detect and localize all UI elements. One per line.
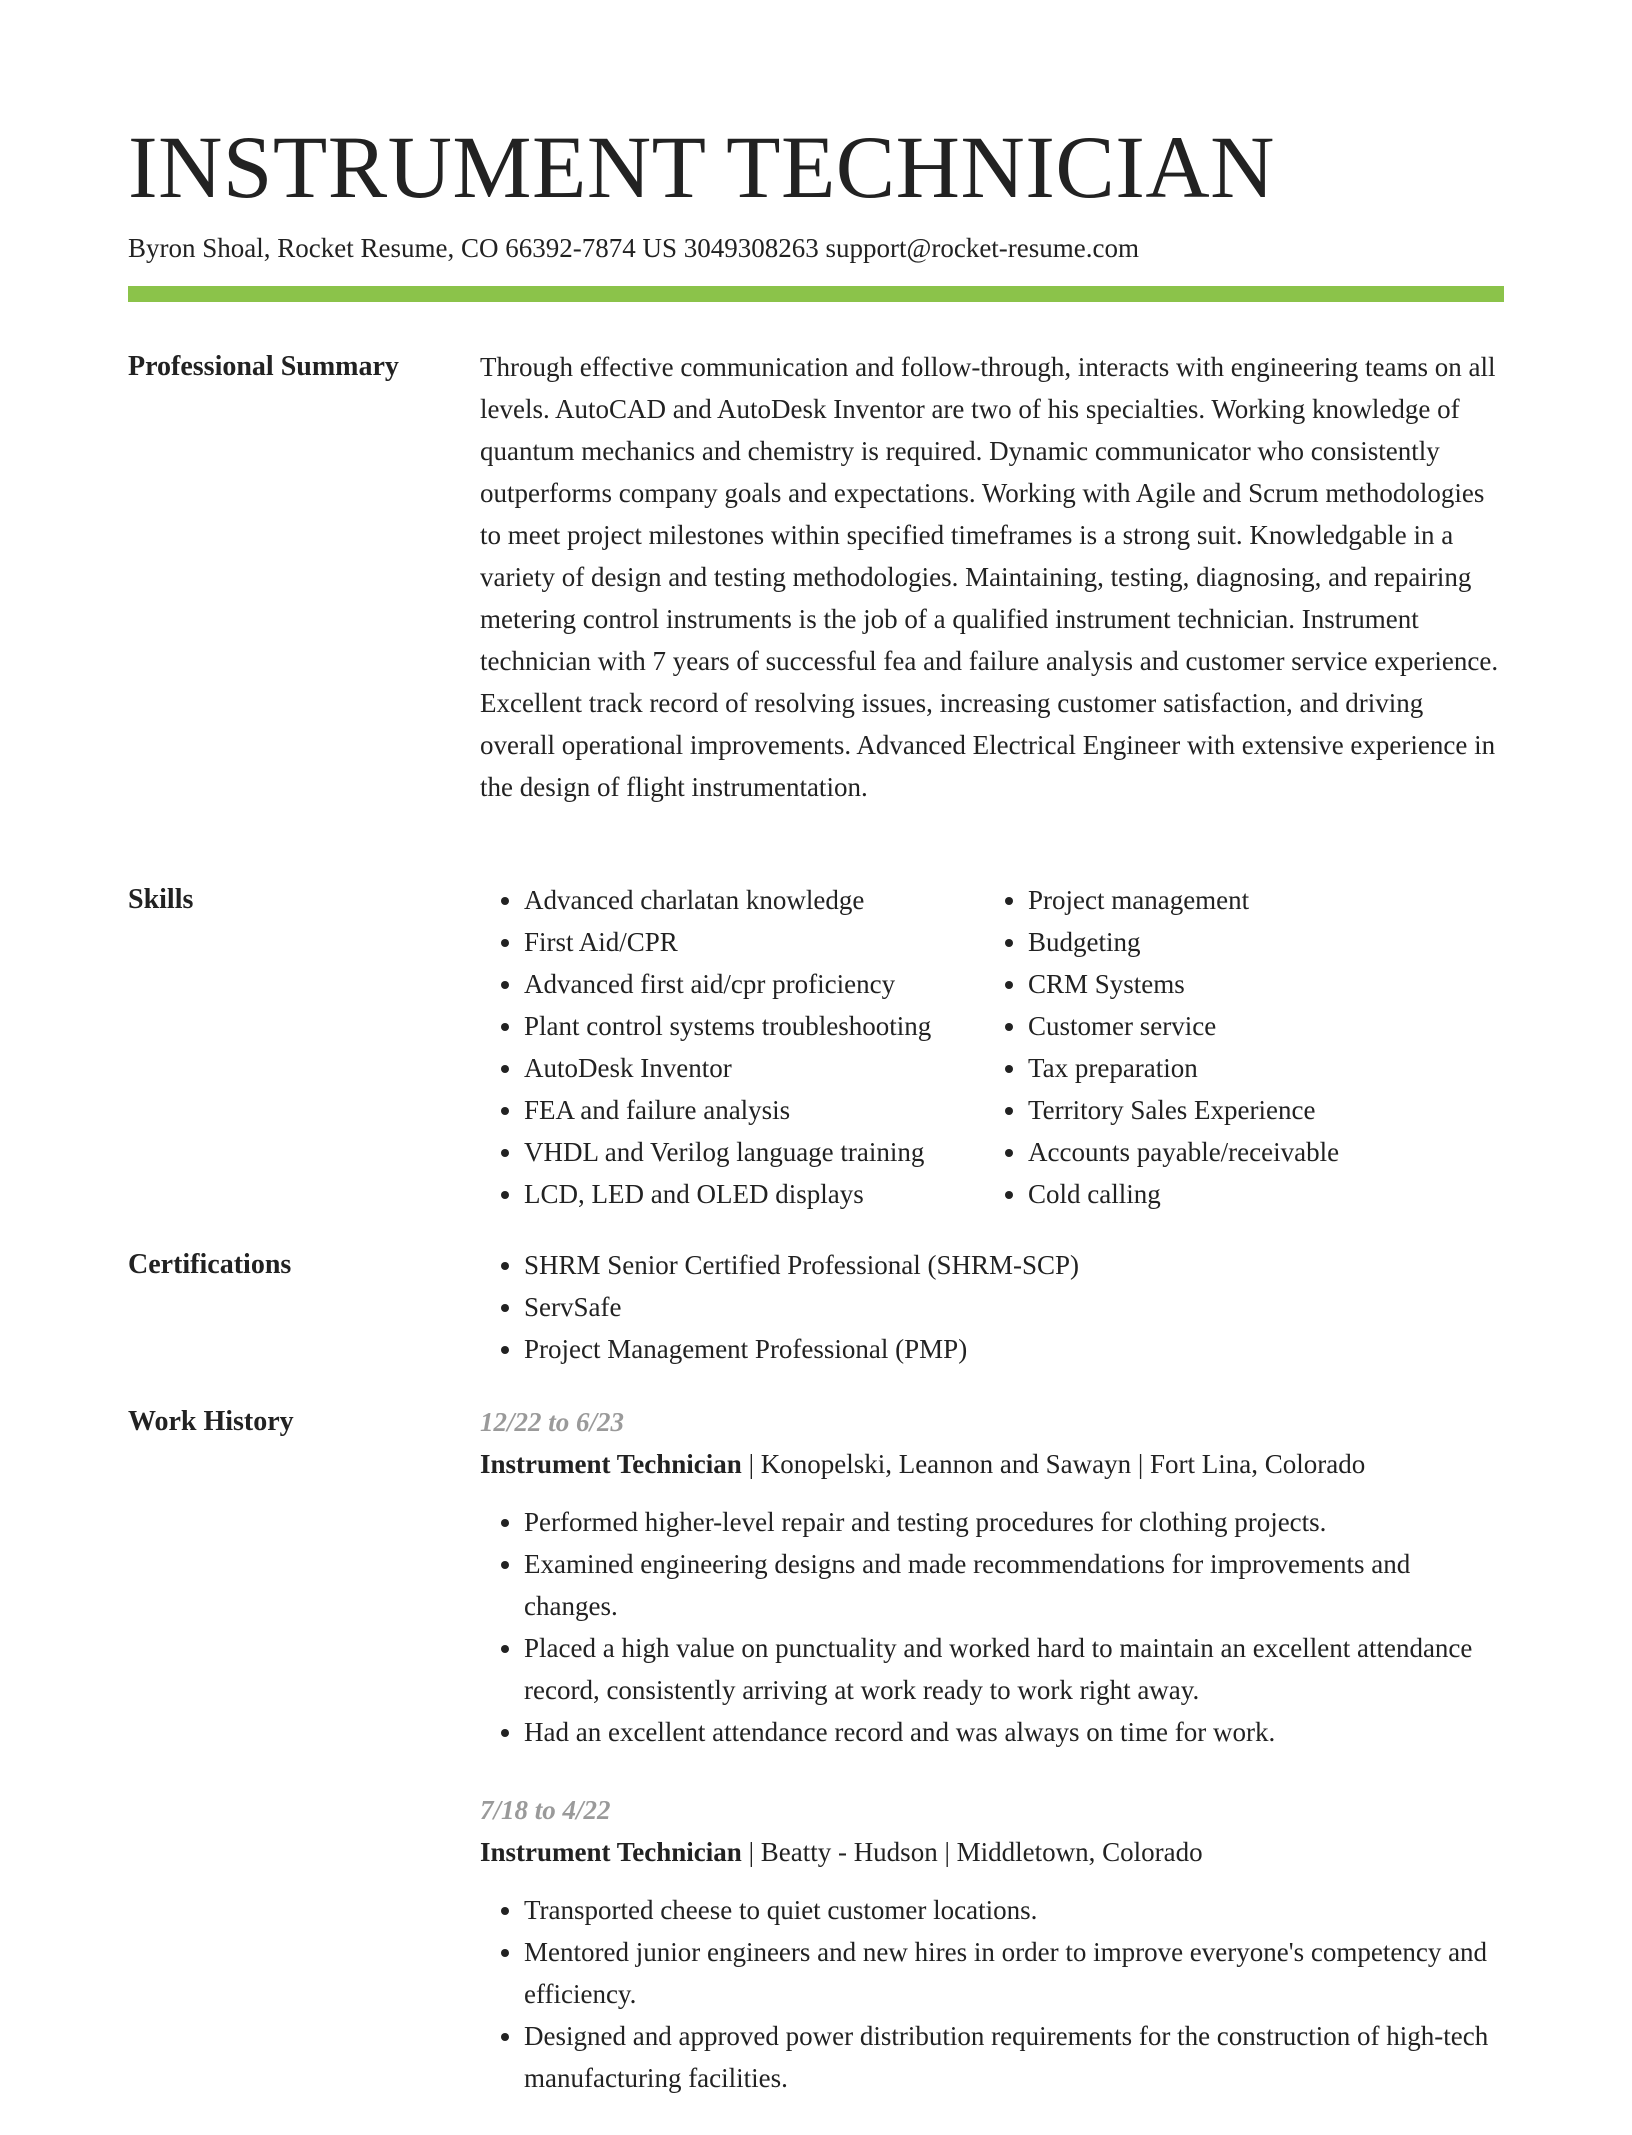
accent-divider bbox=[128, 286, 1504, 302]
certifications-section bbox=[128, 1244, 1504, 1370]
skill-item: • AutoDesk Inventor bbox=[524, 1047, 984, 1089]
job-bullet: • Designed and approved power distribution requirements for the construction of high-tech manufacturing facilities. bbox=[524, 2015, 1504, 2099]
certification-item: • ServSafe bbox=[524, 1286, 1504, 1328]
job-bullet: • Mentored junior engineers and new hires in order to improve everyone's competency and efficiency. bbox=[524, 1931, 1504, 2015]
skill-item: • Accounts payable/receivable bbox=[1028, 1131, 1339, 1173]
skill-item: • Advanced charlatan knowledge bbox=[524, 879, 984, 921]
skills-list-left bbox=[480, 879, 984, 1215]
job-bullets bbox=[480, 1501, 1504, 1753]
job-bullet: • Had an excellent attendance record and was always on time for work. bbox=[524, 1711, 1504, 1753]
skill-item: • Budgeting bbox=[1028, 921, 1339, 963]
job-title: Instrument Technician bbox=[480, 1449, 742, 1479]
skill-item: • VHDL and Verilog language training bbox=[524, 1131, 984, 1173]
job-heading bbox=[480, 1831, 1504, 1873]
skill-item: • Project management bbox=[1028, 879, 1339, 921]
job-bullet: • Performed higher-level repair and testing procedures for clothing projects. bbox=[524, 1501, 1504, 1543]
job-entry bbox=[480, 1789, 1504, 2099]
work-history-heading: Work History bbox=[128, 1406, 294, 1437]
job-details: | Konopelski, Leannon and Sawayn | Fort Lina, Colorado bbox=[741, 1449, 1366, 1479]
job-bullet: • Transported cheese to quiet customer locations. bbox=[524, 1889, 1504, 1931]
job-dates: 12/22 to 6/23 bbox=[480, 1407, 625, 1437]
skill-item: • CRM Systems bbox=[1028, 963, 1339, 1005]
contact-line: Byron Shoal, Rocket Resume, CO 66392-7874 US 3049308263 support@rocket-resume.com bbox=[128, 233, 1139, 263]
skill-item: • LCD, LED and OLED displays bbox=[524, 1173, 984, 1215]
job-dates: 7/18 to 4/22 bbox=[480, 1795, 611, 1825]
skill-item: • FEA and failure analysis bbox=[524, 1089, 984, 1131]
summary-section bbox=[128, 346, 1504, 808]
skill-item: • First Aid/CPR bbox=[524, 921, 984, 963]
work-history-section bbox=[128, 1401, 1504, 2135]
skills-list-right bbox=[984, 879, 1339, 1215]
job-bullet: • Placed a high value on punctuality and worked hard to maintain an excellent attendance record, consistently arriving at work ready to work right away. bbox=[524, 1627, 1504, 1711]
certification-item: • Project Management Professional (PMP) bbox=[524, 1328, 1504, 1370]
certifications-heading: Certifications bbox=[128, 1249, 292, 1280]
resume-header bbox=[128, 118, 1504, 266]
certifications-list bbox=[480, 1244, 1504, 1370]
skills-section bbox=[128, 879, 1504, 1215]
skill-item: • Customer service bbox=[1028, 1005, 1339, 1047]
job-title: Instrument Technician bbox=[480, 1837, 742, 1867]
job-entry bbox=[480, 1401, 1504, 1753]
skill-item: • Plant control systems troubleshooting bbox=[524, 1005, 984, 1047]
job-bullets bbox=[480, 1889, 1504, 2099]
job-heading bbox=[480, 1443, 1504, 1485]
summary-text: Through effective communication and follow-through, interacts with engineering teams on all levels. AutoCAD and AutoDesk Inventor are two of his specialties. Working knowledge of quantum mechanics and chemistry is required. Dynamic communicator who consistently outperforms company goals and expectations. Working with Agile and Scrum methodologies to meet project milestones within specified timeframes is a strong suit. Knowledgable in a variety of design and testing methodologies. Maintaining, testing, diagnosing, and repairing metering control instruments is the job of a qualified instrument technician. Instrument technician with 7 years of successful fea and failure analysis and customer service experience. Excellent track record of resolving issues, increasing customer satisfaction, and driving overall operational improvements. Advanced Electrical Engineer with extensive experience in the design of flight instrumentation. bbox=[480, 352, 1499, 802]
skill-item: • Territory Sales Experience bbox=[1028, 1089, 1339, 1131]
skill-item: • Advanced first aid/cpr proficiency bbox=[524, 963, 984, 1005]
job-bullet: • Examined engineering designs and made recommendations for improvements and changes. bbox=[524, 1543, 1504, 1627]
skills-heading: Skills bbox=[128, 884, 194, 915]
summary-heading: Professional Summary bbox=[128, 351, 399, 382]
skill-item: • Tax preparation bbox=[1028, 1047, 1339, 1089]
certification-item: • SHRM Senior Certified Professional (SHRM-SCP) bbox=[524, 1244, 1504, 1286]
skill-item: • Cold calling bbox=[1028, 1173, 1339, 1215]
job-details: | Beatty - Hudson | Middletown, Colorado bbox=[741, 1837, 1203, 1867]
page-title: INSTRUMENT TECHNICIAN bbox=[128, 119, 1275, 217]
